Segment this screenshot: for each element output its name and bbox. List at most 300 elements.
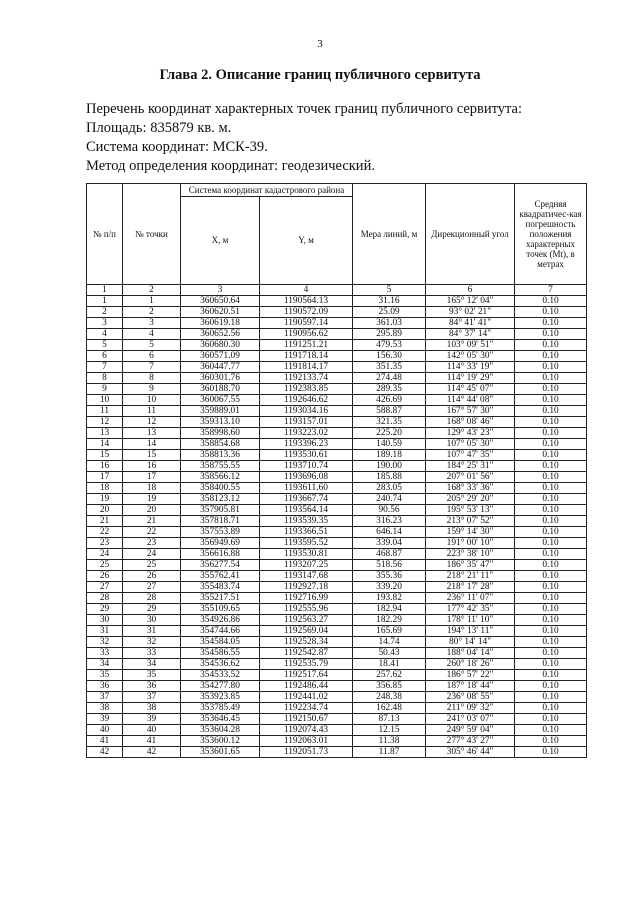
- cell-num: 42: [87, 747, 123, 758]
- cell-num: 22: [87, 527, 123, 538]
- cell-measure: 646.14: [353, 527, 426, 538]
- coordinates-table: [86, 183, 587, 758]
- cell-point: 2: [123, 307, 181, 318]
- cell-angle: 80° 14' 14": [426, 637, 515, 648]
- cell-angle: 207° 01' 56": [426, 472, 515, 483]
- table-row: [87, 307, 587, 318]
- cell-angle: 129° 43' 23": [426, 428, 515, 439]
- cell-x: 359889.01: [181, 406, 260, 417]
- cell-angle: 178° 11' 10": [426, 615, 515, 626]
- column-number: 1: [87, 285, 123, 296]
- cell-num: 1: [87, 296, 123, 307]
- cell-y: 1190597.14: [260, 318, 353, 329]
- cell-x: 353600.12: [181, 736, 260, 747]
- intro-block: [86, 100, 606, 176]
- cell-x: 358998.60: [181, 428, 260, 439]
- table-row: [87, 450, 587, 461]
- cell-angle: 114° 19' 29": [426, 373, 515, 384]
- cell-y: 1190572.09: [260, 307, 353, 318]
- cell-x: 360301.76: [181, 373, 260, 384]
- table-row: [87, 395, 587, 406]
- cell-x: 355217.51: [181, 593, 260, 604]
- table-row: [87, 593, 587, 604]
- cell-measure: 185.88: [353, 472, 426, 483]
- cell-measure: 339.04: [353, 538, 426, 549]
- column-number: 2: [123, 285, 181, 296]
- cell-error: 0.10: [515, 296, 587, 307]
- cell-num: 27: [87, 582, 123, 593]
- cell-measure: 50.43: [353, 648, 426, 659]
- cell-num: 24: [87, 549, 123, 560]
- cell-point: 28: [123, 593, 181, 604]
- cell-num: 19: [87, 494, 123, 505]
- cell-measure: 351.35: [353, 362, 426, 373]
- cell-measure: 356.85: [353, 681, 426, 692]
- cell-x: 353923.85: [181, 692, 260, 703]
- cell-x: 353601.65: [181, 747, 260, 758]
- cell-error: 0.10: [515, 351, 587, 362]
- cell-y: 1193595.52: [260, 538, 353, 549]
- cell-x: 358400.55: [181, 483, 260, 494]
- cell-x: 353604.28: [181, 725, 260, 736]
- cell-y: 1192133.74: [260, 373, 353, 384]
- cell-x: 360067.55: [181, 395, 260, 406]
- cell-num: 30: [87, 615, 123, 626]
- cell-x: 357818.71: [181, 516, 260, 527]
- cell-y: 1192927.18: [260, 582, 353, 593]
- cell-num: 25: [87, 560, 123, 571]
- cell-x: 353646.45: [181, 714, 260, 725]
- cell-y: 1192646.62: [260, 395, 353, 406]
- cell-num: 8: [87, 373, 123, 384]
- cell-point: 12: [123, 417, 181, 428]
- cell-angle: 236° 11' 07": [426, 593, 515, 604]
- cell-measure: 240.74: [353, 494, 426, 505]
- cell-num: 31: [87, 626, 123, 637]
- cell-num: 29: [87, 604, 123, 615]
- cell-measure: 25.09: [353, 307, 426, 318]
- table-row: [87, 538, 587, 549]
- table-row: [87, 648, 587, 659]
- cell-error: 0.10: [515, 483, 587, 494]
- cell-angle: 236° 08' 55": [426, 692, 515, 703]
- cell-point: 9: [123, 384, 181, 395]
- cell-measure: 283.05: [353, 483, 426, 494]
- cell-y: 1193710.74: [260, 461, 353, 472]
- cell-point: 7: [123, 362, 181, 373]
- cell-num: 33: [87, 648, 123, 659]
- table-row: [87, 571, 587, 582]
- cell-error: 0.10: [515, 593, 587, 604]
- cell-measure: 355.36: [353, 571, 426, 582]
- table-row: [87, 417, 587, 428]
- table-row: [87, 736, 587, 747]
- cell-y: 1192383.85: [260, 384, 353, 395]
- column-number: 5: [353, 285, 426, 296]
- cell-angle: 114° 33' 19": [426, 362, 515, 373]
- cell-error: 0.10: [515, 747, 587, 758]
- cell-measure: 165.69: [353, 626, 426, 637]
- cell-num: 17: [87, 472, 123, 483]
- cell-point: 4: [123, 329, 181, 340]
- cell-error: 0.10: [515, 670, 587, 681]
- cell-measure: 361.03: [353, 318, 426, 329]
- cell-y: 1193696.08: [260, 472, 353, 483]
- cell-x: 354584.05: [181, 637, 260, 648]
- cell-num: 26: [87, 571, 123, 582]
- cell-point: 1: [123, 296, 181, 307]
- cell-error: 0.10: [515, 736, 587, 747]
- cell-y: 1192051.73: [260, 747, 353, 758]
- cell-x: 358813.36: [181, 450, 260, 461]
- cell-x: 360447.77: [181, 362, 260, 373]
- cell-measure: 248.38: [353, 692, 426, 703]
- cell-y: 1192542.87: [260, 648, 353, 659]
- cell-x: 358755.55: [181, 461, 260, 472]
- cell-angle: 103° 09' 51": [426, 340, 515, 351]
- cell-measure: 182.29: [353, 615, 426, 626]
- cell-num: 11: [87, 406, 123, 417]
- cell-num: 15: [87, 450, 123, 461]
- cell-point: 30: [123, 615, 181, 626]
- cell-angle: 142° 05' 30": [426, 351, 515, 362]
- cell-y: 1193396.23: [260, 439, 353, 450]
- cell-angle: 84° 41' 41": [426, 318, 515, 329]
- cell-x: 354926.86: [181, 615, 260, 626]
- cell-point: 13: [123, 428, 181, 439]
- cell-angle: 93° 02' 21": [426, 307, 515, 318]
- cell-error: 0.10: [515, 648, 587, 659]
- cell-y: 1193667.74: [260, 494, 353, 505]
- cell-point: 19: [123, 494, 181, 505]
- table-row: [87, 461, 587, 472]
- cell-error: 0.10: [515, 461, 587, 472]
- cell-angle: 168° 08' 46": [426, 417, 515, 428]
- cell-angle: 186° 57' 22": [426, 670, 515, 681]
- cell-y: 1190956.62: [260, 329, 353, 340]
- cell-x: 355483.74: [181, 582, 260, 593]
- cell-y: 1192063.01: [260, 736, 353, 747]
- cell-num: 28: [87, 593, 123, 604]
- cell-num: 18: [87, 483, 123, 494]
- cell-measure: 156.30: [353, 351, 426, 362]
- cell-num: 9: [87, 384, 123, 395]
- cell-num: 12: [87, 417, 123, 428]
- cell-x: 353785.49: [181, 703, 260, 714]
- cell-x: 360188.70: [181, 384, 260, 395]
- cell-point: 24: [123, 549, 181, 560]
- table-row: [87, 703, 587, 714]
- cell-x: 360650.64: [181, 296, 260, 307]
- cell-point: 33: [123, 648, 181, 659]
- cell-y: 1190564.13: [260, 296, 353, 307]
- table-row: [87, 582, 587, 593]
- cell-num: 23: [87, 538, 123, 549]
- cell-measure: 295.89: [353, 329, 426, 340]
- cell-measure: 182.94: [353, 604, 426, 615]
- cell-point: 21: [123, 516, 181, 527]
- cell-point: 18: [123, 483, 181, 494]
- cell-y: 1193147.68: [260, 571, 353, 582]
- cell-point: 27: [123, 582, 181, 593]
- cell-y: 1193366.51: [260, 527, 353, 538]
- column-number: 6: [426, 285, 515, 296]
- cell-point: 23: [123, 538, 181, 549]
- cell-measure: 289.35: [353, 384, 426, 395]
- cell-measure: 18.41: [353, 659, 426, 670]
- cell-x: 356277.54: [181, 560, 260, 571]
- cell-measure: 90.56: [353, 505, 426, 516]
- cell-y: 1192074.43: [260, 725, 353, 736]
- cell-point: 17: [123, 472, 181, 483]
- cell-x: 358854.68: [181, 439, 260, 450]
- cell-angle: 249° 59' 04": [426, 725, 515, 736]
- cell-angle: 114° 45' 07": [426, 384, 515, 395]
- cell-error: 0.10: [515, 439, 587, 450]
- cell-x: 358566.12: [181, 472, 260, 483]
- cell-error: 0.10: [515, 703, 587, 714]
- cell-angle: 223° 38' 10": [426, 549, 515, 560]
- header-y: Y, м: [260, 196, 353, 284]
- table-row: [87, 527, 587, 538]
- cell-point: 34: [123, 659, 181, 670]
- cell-error: 0.10: [515, 505, 587, 516]
- cell-angle: 195° 53' 13": [426, 505, 515, 516]
- cell-angle: 184° 25' 31": [426, 461, 515, 472]
- cell-num: 7: [87, 362, 123, 373]
- header-angle: Дирекционный угол: [426, 184, 515, 285]
- cell-y: 1193207.25: [260, 560, 353, 571]
- cell-point: 8: [123, 373, 181, 384]
- cell-point: 11: [123, 406, 181, 417]
- table-row: [87, 406, 587, 417]
- cell-point: 42: [123, 747, 181, 758]
- cell-point: 3: [123, 318, 181, 329]
- cell-y: 1193157.01: [260, 417, 353, 428]
- cell-error: 0.10: [515, 626, 587, 637]
- cell-error: 0.10: [515, 362, 587, 373]
- intro-coordinates-list-line: Перечень координат характерных точек границ публичного сервитута:: [86, 101, 523, 117]
- cell-y: 1192569.04: [260, 626, 353, 637]
- intro-area-line: Площадь: 835879 кв. м.: [86, 120, 232, 136]
- table-row: [87, 626, 587, 637]
- cell-num: 10: [87, 395, 123, 406]
- cell-num: 21: [87, 516, 123, 527]
- table-row: [87, 472, 587, 483]
- cell-x: 354586.55: [181, 648, 260, 659]
- cell-num: 40: [87, 725, 123, 736]
- table-row: [87, 318, 587, 329]
- cell-angle: 211° 09' 32": [426, 703, 515, 714]
- cell-point: 10: [123, 395, 181, 406]
- cell-measure: 225.20: [353, 428, 426, 439]
- table-row: [87, 615, 587, 626]
- table-row: [87, 637, 587, 648]
- intro-coordinate-system-line: Система координат: МСК-39.: [86, 139, 268, 155]
- cell-x: 354536.62: [181, 659, 260, 670]
- cell-num: 6: [87, 351, 123, 362]
- cell-x: 360571.09: [181, 351, 260, 362]
- cell-measure: 87.13: [353, 714, 426, 725]
- column-number: 3: [181, 285, 260, 296]
- table-row: [87, 296, 587, 307]
- header-num: № п/п: [87, 184, 123, 285]
- table-row: [87, 351, 587, 362]
- cell-y: 1192441.02: [260, 692, 353, 703]
- coordinates-table-body: [87, 296, 587, 758]
- cell-angle: 167° 57' 30": [426, 406, 515, 417]
- cell-y: 1191814.17: [260, 362, 353, 373]
- cell-y: 1193611.60: [260, 483, 353, 494]
- table-row: [87, 714, 587, 725]
- cell-measure: 257.62: [353, 670, 426, 681]
- cell-x: 356949.69: [181, 538, 260, 549]
- cell-x: 354277.80: [181, 681, 260, 692]
- cell-y: 1192555.96: [260, 604, 353, 615]
- cell-error: 0.10: [515, 571, 587, 582]
- cell-y: 1192234.74: [260, 703, 353, 714]
- cell-num: 13: [87, 428, 123, 439]
- cell-y: 1192150.67: [260, 714, 353, 725]
- cell-measure: 339.20: [353, 582, 426, 593]
- chapter-title: Глава 2. Описание границ публичного сервитута: [159, 67, 481, 83]
- table-row: [87, 373, 587, 384]
- cell-point: 5: [123, 340, 181, 351]
- cell-measure: 31.16: [353, 296, 426, 307]
- cell-y: 1192517.64: [260, 670, 353, 681]
- cell-x: 358123.12: [181, 494, 260, 505]
- cell-point: 26: [123, 571, 181, 582]
- table-row: [87, 384, 587, 395]
- cell-angle: 241° 03' 07": [426, 714, 515, 725]
- cell-point: 14: [123, 439, 181, 450]
- table-row: [87, 549, 587, 560]
- cell-measure: 321.35: [353, 417, 426, 428]
- cell-measure: 468.87: [353, 549, 426, 560]
- cell-num: 4: [87, 329, 123, 340]
- cell-x: 360619.18: [181, 318, 260, 329]
- cell-error: 0.10: [515, 582, 587, 593]
- cell-angle: 177° 42' 35": [426, 604, 515, 615]
- cell-error: 0.10: [515, 549, 587, 560]
- table-row: [87, 692, 587, 703]
- cell-error: 0.10: [515, 417, 587, 428]
- cell-error: 0.10: [515, 681, 587, 692]
- cell-angle: 191° 00' 10": [426, 538, 515, 549]
- cell-num: 16: [87, 461, 123, 472]
- cell-num: 38: [87, 703, 123, 714]
- cell-measure: 14.74: [353, 637, 426, 648]
- table-row: [87, 747, 587, 758]
- cell-x: 356616.88: [181, 549, 260, 560]
- cell-error: 0.10: [515, 340, 587, 351]
- cell-error: 0.10: [515, 725, 587, 736]
- cell-error: 0.10: [515, 615, 587, 626]
- cell-point: 29: [123, 604, 181, 615]
- cell-y: 1193539.35: [260, 516, 353, 527]
- cell-angle: 114° 44' 08": [426, 395, 515, 406]
- cell-point: 25: [123, 560, 181, 571]
- cell-error: 0.10: [515, 450, 587, 461]
- cell-y: 1192486.44: [260, 681, 353, 692]
- cell-measure: 316.23: [353, 516, 426, 527]
- cell-point: 16: [123, 461, 181, 472]
- cell-point: 40: [123, 725, 181, 736]
- header-measure: Мера линий, м: [353, 184, 426, 285]
- cell-num: 32: [87, 637, 123, 648]
- table-row: [87, 340, 587, 351]
- cell-error: 0.10: [515, 527, 587, 538]
- cell-error: 0.10: [515, 406, 587, 417]
- cell-y: 1193530.81: [260, 549, 353, 560]
- table-row: [87, 428, 587, 439]
- table-row: [87, 681, 587, 692]
- cell-point: 36: [123, 681, 181, 692]
- cell-y: 1192528.34: [260, 637, 353, 648]
- cell-angle: 305° 46' 44": [426, 747, 515, 758]
- cell-y: 1193530.61: [260, 450, 353, 461]
- cell-error: 0.10: [515, 692, 587, 703]
- cell-error: 0.10: [515, 318, 587, 329]
- cell-point: 6: [123, 351, 181, 362]
- cell-y: 1191251.21: [260, 340, 353, 351]
- cell-x: 360680.30: [181, 340, 260, 351]
- table-row: [87, 659, 587, 670]
- cell-angle: 107° 47' 35": [426, 450, 515, 461]
- cell-angle: 84° 37' 14": [426, 329, 515, 340]
- cell-measure: 479.53: [353, 340, 426, 351]
- cell-measure: 162.48: [353, 703, 426, 714]
- cell-angle: 277° 43' 27": [426, 736, 515, 747]
- table-row: [87, 483, 587, 494]
- cell-x: 355109.65: [181, 604, 260, 615]
- table-row: [87, 329, 587, 340]
- cell-angle: 168° 33' 36": [426, 483, 515, 494]
- cell-measure: 193.82: [353, 593, 426, 604]
- cell-measure: 190.00: [353, 461, 426, 472]
- cell-x: 360652.56: [181, 329, 260, 340]
- cell-x: 354533.52: [181, 670, 260, 681]
- cell-num: 35: [87, 670, 123, 681]
- cell-point: 41: [123, 736, 181, 747]
- cell-error: 0.10: [515, 538, 587, 549]
- cell-x: 359313.10: [181, 417, 260, 428]
- cell-point: 22: [123, 527, 181, 538]
- cell-error: 0.10: [515, 714, 587, 725]
- cell-point: 37: [123, 692, 181, 703]
- cell-point: 35: [123, 670, 181, 681]
- cell-num: 41: [87, 736, 123, 747]
- cell-error: 0.10: [515, 307, 587, 318]
- cell-measure: 140.59: [353, 439, 426, 450]
- cell-angle: 218° 21' 11": [426, 571, 515, 582]
- table-row: [87, 560, 587, 571]
- cell-error: 0.10: [515, 373, 587, 384]
- cell-num: 2: [87, 307, 123, 318]
- table-row: [87, 362, 587, 373]
- table-row: [87, 725, 587, 736]
- cell-num: 39: [87, 714, 123, 725]
- cell-measure: 274.48: [353, 373, 426, 384]
- cell-num: 36: [87, 681, 123, 692]
- cell-x: 360620.51: [181, 307, 260, 318]
- cell-x: 354744.66: [181, 626, 260, 637]
- cell-x: 357553.89: [181, 527, 260, 538]
- cell-angle: 205° 29' 20": [426, 494, 515, 505]
- cell-point: 15: [123, 450, 181, 461]
- cell-error: 0.10: [515, 516, 587, 527]
- page-number: 3: [317, 38, 323, 50]
